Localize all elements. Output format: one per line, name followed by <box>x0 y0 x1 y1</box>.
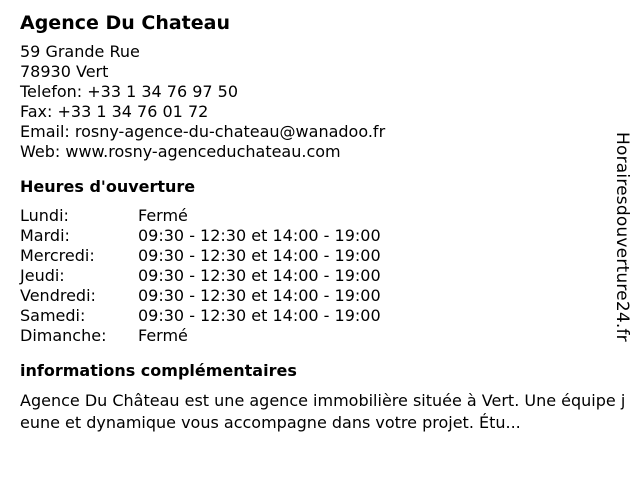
time-value: Fermé <box>138 326 188 345</box>
web-line: Web: www.rosny-agenceduchateau.com <box>20 142 341 161</box>
contact-block <box>20 42 620 162</box>
hours-row <box>20 266 620 286</box>
day-label: Vendredi: <box>20 286 96 305</box>
hours-row <box>20 246 620 266</box>
info-text: Agence Du Château est une agence immobilière située à Vert. Une équipe jeune et dynamique vous accompagne dans votre projet. Étu... <box>20 391 626 432</box>
time-value: Fermé <box>138 206 188 225</box>
business-name: Agence Du Chateau <box>20 12 231 34</box>
day-label: Jeudi: <box>20 266 65 285</box>
time-value: 09:30 - 12:30 et 14:00 - 19:00 <box>138 306 381 325</box>
fax-line: Fax: +33 1 34 76 01 72 <box>20 102 209 121</box>
hours-table <box>20 206 620 346</box>
day-label: Samedi: <box>20 306 86 325</box>
side-brand-watermark: Horairesdouverture24.fr <box>612 132 632 342</box>
day-label: Mercredi: <box>20 246 95 265</box>
hours-row <box>20 286 620 306</box>
hours-heading: Heures d'ouverture <box>20 177 196 196</box>
hours-row <box>20 306 620 326</box>
hours-row <box>20 226 620 246</box>
address-street: 59 Grande Rue <box>20 42 140 61</box>
hours-row <box>20 206 620 226</box>
info-heading: informations complémentaires <box>20 361 297 380</box>
day-label: Lundi: <box>20 206 69 225</box>
hours-row <box>20 326 620 346</box>
day-label: Mardi: <box>20 226 70 245</box>
address-city: 78930 Vert <box>20 62 109 81</box>
time-value: 09:30 - 12:30 et 14:00 - 19:00 <box>138 286 381 305</box>
time-value: 09:30 - 12:30 et 14:00 - 19:00 <box>138 246 381 265</box>
time-value: 09:30 - 12:30 et 14:00 - 19:00 <box>138 226 381 245</box>
phone-line: Telefon: +33 1 34 76 97 50 <box>20 82 239 101</box>
day-label: Dimanche: <box>20 326 107 345</box>
email-line: Email: rosny-agence-du-chateau@wanadoo.fr <box>20 122 386 141</box>
time-value: 09:30 - 12:30 et 14:00 - 19:00 <box>138 266 381 285</box>
